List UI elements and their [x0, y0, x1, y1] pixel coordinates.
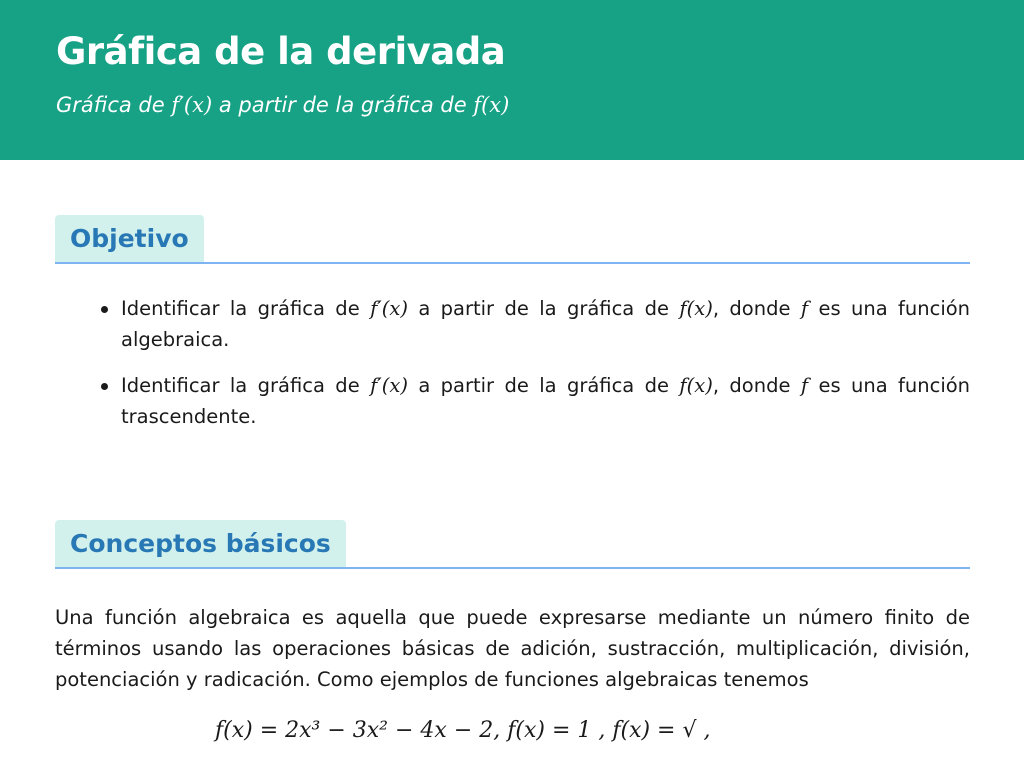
- bullet-icon: [101, 306, 108, 313]
- section-heading-bar: [55, 520, 970, 569]
- item-text-post: es una función algebraica.: [121, 297, 971, 351]
- item-text-post: es una función trascendente.: [121, 374, 971, 428]
- item-math-fprime: f′(x): [370, 297, 408, 320]
- section-objetivo: [55, 215, 971, 428]
- examples-formula: f(x) = 2x³ − 3x² − 4x − 2, f(x) = 1 , f(x) = √ ,: [215, 718, 711, 743]
- item-math-fx: f(x): [679, 297, 713, 320]
- list-item: [121, 293, 970, 355]
- item-math-f: f: [800, 297, 809, 320]
- section-heading-conceptos: Conceptos básicos: [55, 520, 346, 567]
- item-math-fprime: f′(x): [370, 374, 408, 397]
- section-conceptos: [55, 520, 970, 743]
- page-subtitle: [56, 93, 509, 117]
- conceptos-paragraph: Una función algebraica es aquella que puede expresarse mediante un número finito de términos usando las operaciones básicas de adición, sustracción, multiplicación, división, potenciación y radicación. Como ejemplos de funciones algebraicas tenemos: [55, 606, 970, 691]
- item-text-mid: a partir de la gráfica de: [418, 374, 669, 397]
- section-heading-objetivo: Objetivo: [55, 215, 204, 262]
- item-text-pre: Identificar la gráfica de: [121, 374, 360, 397]
- section-heading-bar: [55, 215, 970, 264]
- item-text-pre: Identificar la gráfica de: [121, 297, 360, 320]
- item-math-fx: f(x): [679, 374, 713, 397]
- subtitle-text-pre: Gráfica de: [56, 93, 165, 117]
- subtitle-text-mid: a partir de la gráfica de: [218, 93, 467, 117]
- bullet-icon: [101, 383, 108, 390]
- item-text-comma: , donde: [712, 297, 791, 320]
- item-text-mid: a partir de la gráfica de: [418, 297, 669, 320]
- objectives-list: [121, 293, 970, 447]
- page-title: Gráfica de la derivada: [56, 30, 506, 73]
- subtitle-math-fprime: f′(x): [171, 93, 213, 117]
- item-text-comma: , donde: [712, 374, 791, 397]
- list-item: [121, 370, 970, 432]
- subtitle-math-f: f(x): [473, 93, 510, 117]
- item-math-f: f: [800, 374, 809, 397]
- header-banner: [0, 0, 1024, 160]
